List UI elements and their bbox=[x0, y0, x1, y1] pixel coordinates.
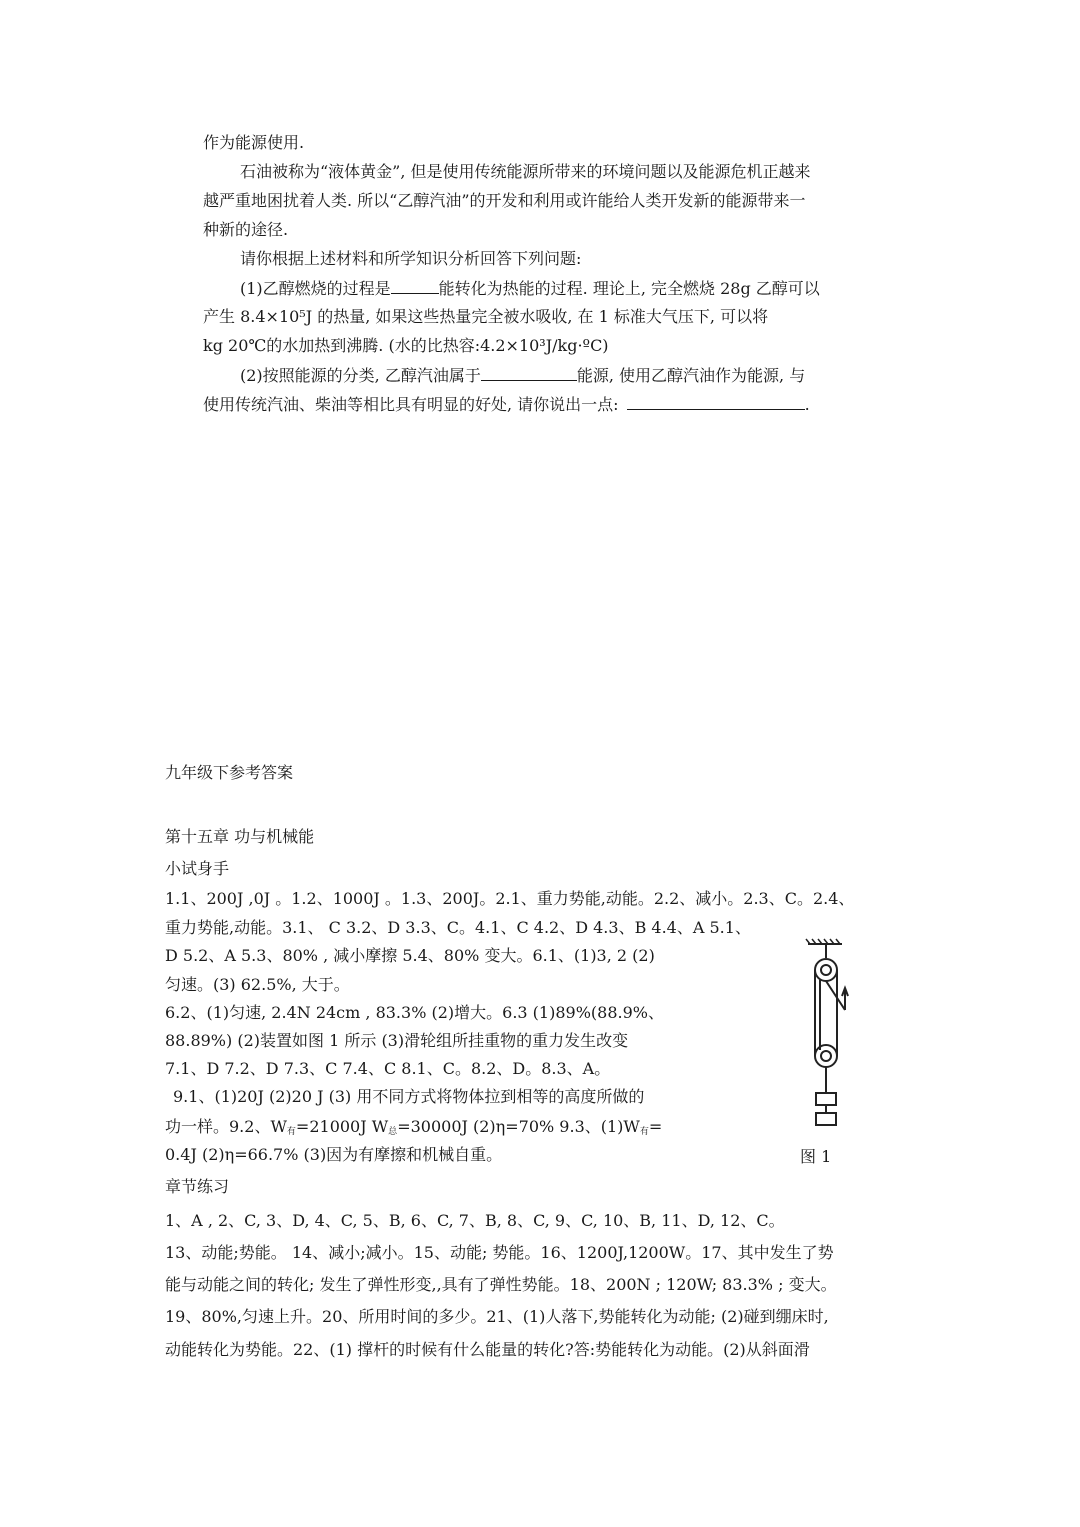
answer-fragment: = bbox=[648, 1117, 663, 1136]
movable-pulley bbox=[815, 1045, 837, 1067]
weight-block bbox=[816, 1093, 836, 1105]
q2-text-b: 能源, 使用乙醇汽油作为能源, 与 bbox=[576, 366, 806, 385]
subscript: 总 bbox=[388, 1127, 398, 1137]
answer-fragment: =30000J (2)η=70% 9.3、(1)W bbox=[397, 1117, 640, 1136]
chapter-title: 第十五章 功与机械能 bbox=[165, 827, 315, 846]
figure-caption: 图 1 bbox=[800, 1147, 832, 1166]
answer-blank bbox=[391, 278, 439, 294]
question-2-line bbox=[203, 394, 918, 415]
answer-blank bbox=[481, 365, 577, 381]
passage-line: 请你根据上述材料和所学知识分析回答下列问题: bbox=[240, 249, 582, 268]
question-1-line bbox=[203, 278, 918, 299]
answer-fragment: =21000J W bbox=[295, 1117, 389, 1136]
subscript: 有 bbox=[286, 1127, 296, 1137]
answer-line: 匀速。(3) 62.5%, 大于。 bbox=[165, 975, 350, 994]
answers-title: 九年级下参考答案 bbox=[165, 763, 294, 782]
answer-fragment: 功一样。9.2、W bbox=[165, 1117, 287, 1136]
answer-line: 1、A , 2、C, 3、D, 4、C, 5、B, 6、C, 7、B, 8、C, 9、C, 10、B, 11、D, 12、C。 bbox=[165, 1211, 785, 1230]
answer-line: 7.1、D 7.2、D 7.3、C 7.4、C 8.1、C。8.2、D。8.3、A。 bbox=[165, 1059, 611, 1078]
passage-line: 种新的途径. bbox=[203, 220, 289, 239]
answer-line: 0.4J (2)η=66.7% (3)因为有摩擦和机械自重。 bbox=[165, 1145, 503, 1164]
question-2-line bbox=[203, 365, 918, 386]
question-1-line: kg 20℃的水加热到沸腾. (水的比热容:4.2×10³J/kg·ºC) bbox=[203, 336, 609, 355]
answer-line: 1.1、200J ,0J 。1.2、1000J 。1.3、200J。2.1、重力势能,动能。2.2、减小。2.3、C。2.4、 bbox=[165, 889, 855, 908]
answer-line: D 5.2、A 5.3、80% , 减小摩擦 5.4、80% 变大。6.1、(1)3, 2 (2) bbox=[165, 946, 655, 965]
answer-line: 88.89%) (2)装置如图 1 所示 (3)滑轮组所挂重物的重力发生改变 bbox=[165, 1031, 629, 1050]
fixed-pulley bbox=[815, 959, 837, 981]
subscript: 有 bbox=[639, 1127, 649, 1137]
q2-text-c: 使用传统汽油、柴油等相比具有明显的好处, 请你说出一点: bbox=[203, 395, 619, 414]
question-1-line: 产生 8.4×10⁵J 的热量, 如果这些热量完全被水吸收, 在 1 标准大气压下, 可以将 bbox=[203, 307, 769, 326]
passage-line: 石油被称为“液体黄金”, 但是使用传统能源所带来的环境问题以及能源危机正越来 bbox=[240, 162, 811, 181]
q1-text-b: 能转化为热能的过程. 理论上, 完全燃烧 28g 乙醇可以 bbox=[438, 279, 820, 298]
q1-text-a: (1)乙醇燃烧的过程是 bbox=[240, 279, 391, 298]
answer-line: 9.1、(1)20J (2)20 J (3) 用不同方式将物体拉到相等的高度所做的 bbox=[173, 1087, 645, 1106]
passage-line: 越严重地困扰着人类. 所以“乙醇汽油”的开发和利用或许能给人类开发新的能源带来一 bbox=[203, 191, 806, 210]
answer-blank bbox=[627, 394, 805, 410]
answer-line: 动能转化为势能。22、(1) 撑杆的时候有什么能量的转化?答:势能转化为动能。(2)从斜面滑 bbox=[165, 1340, 810, 1359]
q2-text-a: (2)按照能源的分类, 乙醇汽油属于 bbox=[240, 366, 481, 385]
answer-line: 重力势能,动能。3.1、 C 3.2、D 3.3、C。4.1、C 4.2、D 4.3、B 4.4、A 5.1、 bbox=[165, 918, 751, 937]
passage-line: 作为能源使用. bbox=[203, 133, 305, 152]
answer-line: 6.2、(1)匀速, 2.4N 24cm , 83.3% (2)增大。6.3 (1)89%(88.9%、 bbox=[165, 1003, 664, 1022]
q2-text-d: . bbox=[804, 395, 810, 414]
weight-block bbox=[816, 1113, 836, 1125]
pulley-diagram bbox=[795, 938, 855, 1138]
section-heading: 小试身手 bbox=[165, 859, 230, 878]
answer-line: 能与动能之间的转化; 发生了弹性形变,,具有了弹性势能。18、200N ; 120W; 83.3% ; 变大。 bbox=[165, 1275, 837, 1294]
answer-line: 13、动能;势能。 14、减小;减小。15、动能; 势能。16、1200J,1200W。17、其中发生了势 bbox=[165, 1243, 834, 1262]
answer-line bbox=[165, 1117, 765, 1142]
section-heading: 章节练习 bbox=[165, 1177, 230, 1196]
answer-line: 19、80%,匀速上升。20、所用时间的多少。21、(1)人落下,势能转化为动能; (2)碰到绷床时, bbox=[165, 1307, 829, 1326]
